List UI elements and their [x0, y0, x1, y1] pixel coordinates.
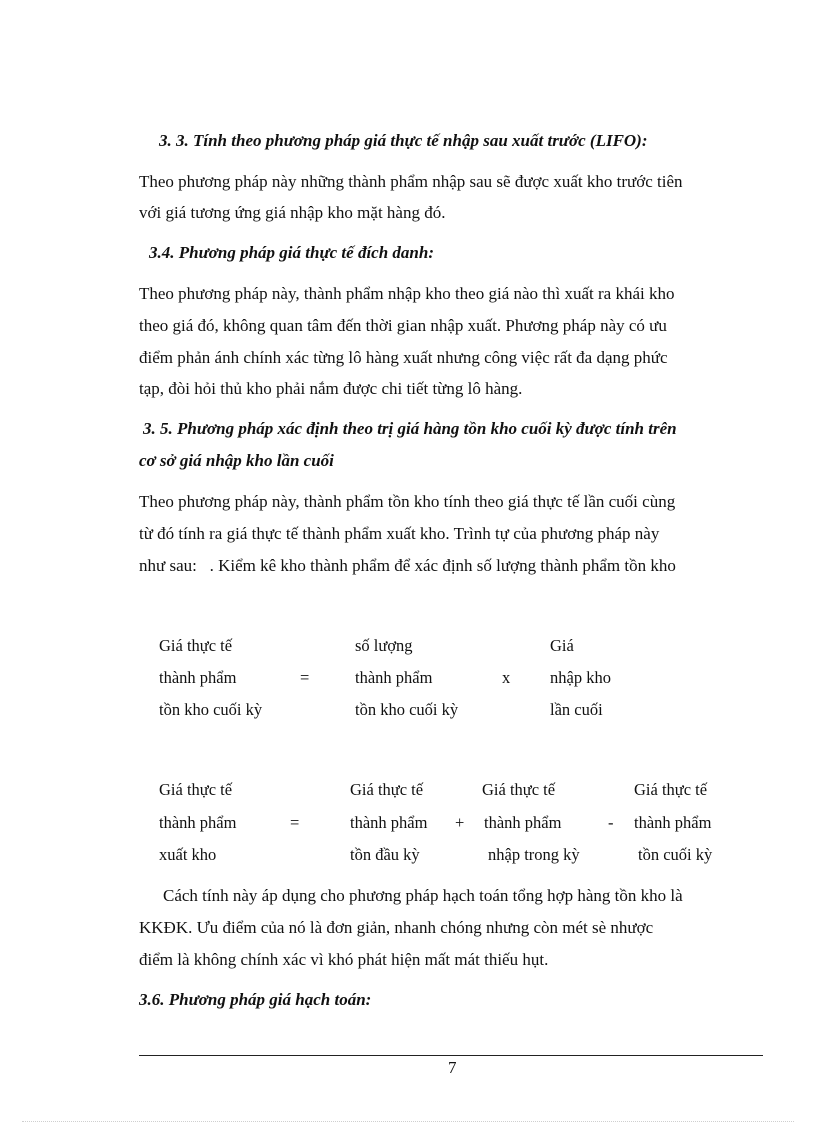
page-number: 7	[448, 1058, 457, 1077]
formula-2-col4-line-1: Giá thực tế	[634, 780, 708, 799]
section-3-4-line-3: điểm phản ánh chính xác từng lô hàng xuất nhưng công việc rất đa dạng phức	[139, 348, 668, 367]
formula-1-col3-line-1: Giá	[550, 636, 574, 655]
formula-2-col2-line-3: tồn đầu kỳ	[350, 845, 420, 864]
formula-1-col1-line-2: thành phẩm	[159, 668, 237, 687]
page-bottom-border	[22, 1121, 794, 1122]
formula-2-col1-line-2: thành phẩm	[159, 813, 237, 832]
formula-2-plus: +	[455, 813, 465, 832]
formula-2-col3-line-1: Giá thực tế	[482, 780, 556, 799]
section-3-5-line-2: từ đó tính ra giá thực tế thành phẩm xuất kho. Trình tự của phương pháp này	[139, 524, 660, 543]
formula-2-minus: -	[608, 813, 614, 832]
section-3-3-line-2: với giá tương ứng giá nhập kho mặt hàng đó.	[139, 203, 446, 222]
formula-2-col2-line-2: thành phẩm	[350, 813, 428, 832]
formula-2-col3-line-2: thành phẩm	[484, 813, 562, 832]
formula-2-col1-line-1: Giá thực tế	[159, 780, 233, 799]
section-3-5-line-3: như sau: . Kiểm kê kho thành phẩm để xác định số lượng thành phẩm tồn kho	[139, 556, 676, 575]
section-3-5-heading-line-1: 3. 5. Phương pháp xác định theo trị giá hàng tồn kho cuối kỳ được tính trên	[143, 419, 677, 438]
formula-2-col3-line-3: nhập trong kỳ	[488, 845, 580, 864]
formula-2-equals: =	[290, 813, 300, 832]
formula-2-col4-line-3: tồn cuối kỳ	[638, 845, 713, 864]
section-3-3-line-1: Theo phương pháp này những thành phẩm nhập sau sẽ được xuất kho trước tiên	[139, 172, 683, 191]
section-3-5-after-line-1: Cách tính này áp dụng cho phương pháp hạch toán tổng hợp hàng tồn kho là	[163, 886, 683, 905]
formula-1-col2-line-2: thành phẩm	[355, 668, 433, 687]
section-3-4-line-1: Theo phương pháp này, thành phẩm nhập kho theo giá nào thì xuất ra khái kho	[139, 284, 675, 303]
section-3-5-line-1: Theo phương pháp này, thành phẩm tồn kho tính theo giá thực tế lần cuối cùng	[139, 492, 676, 511]
formula-2-col1-line-3: xuất kho	[159, 845, 217, 864]
section-3-5-after-line-3: điểm là không chính xác vì khó phát hiện mất mát thiếu hụt.	[139, 950, 549, 969]
formula-1-col2-line-1: số lượng	[355, 636, 413, 655]
section-3-5-heading-line-2: cơ sở giá nhập kho lần cuối	[139, 451, 334, 470]
section-3-3-heading: 3. 3. Tính theo phương pháp giá thực tế nhập sau xuất trước (LIFO):	[159, 131, 648, 150]
section-3-5-after-line-2: KKĐK. Ưu điểm của nó là đơn giản, nhanh chóng nhưng còn mét sè nhược	[139, 918, 654, 937]
section-3-4-line-4: tạp, đòi hỏi thủ kho phải nắm được chi tiết từng lô hàng.	[139, 379, 523, 398]
formula-1-multiply: x	[502, 668, 511, 687]
section-3-4-heading: 3.4. Phương pháp giá thực tế đích danh:	[149, 243, 434, 262]
formula-1-col2-line-3: tồn kho cuối kỳ	[355, 700, 459, 719]
formula-2-col2-line-1: Giá thực tế	[350, 780, 424, 799]
section-3-4-line-2: theo giá đó, không quan tâm đến thời gian nhập xuất. Phương pháp này có ưu	[139, 316, 667, 335]
formula-1-col1-line-3: tồn kho cuối kỳ	[159, 700, 263, 719]
formula-2-col4-line-2: thành phẩm	[634, 813, 712, 832]
formula-1-col3-line-2: nhập kho	[550, 668, 611, 687]
section-3-6-heading: 3.6. Phương pháp giá hạch toán:	[139, 990, 372, 1009]
footer-rule	[139, 1055, 763, 1056]
formula-1-col3-line-3: lần cuối	[550, 700, 603, 719]
formula-1-col1-line-1: Giá thực tế	[159, 636, 233, 655]
formula-1-equals: =	[300, 668, 310, 687]
